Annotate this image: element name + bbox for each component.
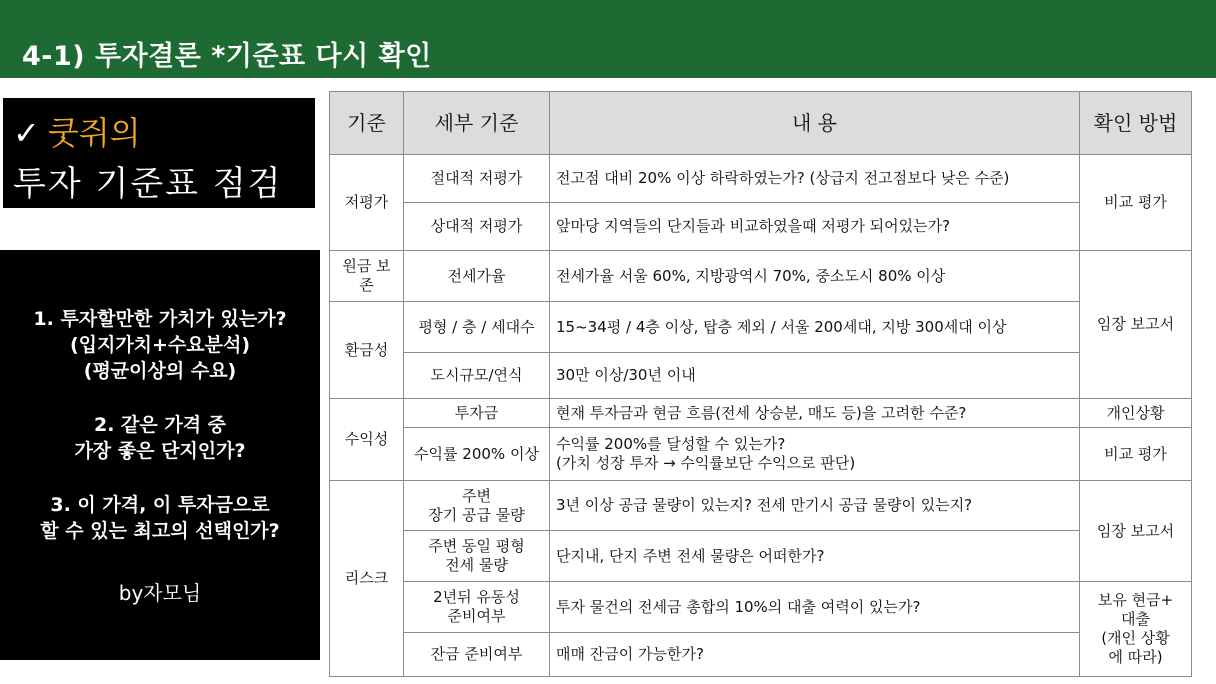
questions-box	[0, 250, 320, 660]
page-title: 4-1) 투자결론 *기준표 다시 확인	[22, 41, 432, 72]
content-cell: 투자 물건의 전세금 총합의 10%의 대출 여력이 있는가?	[550, 582, 1080, 633]
table-row	[330, 399, 1192, 428]
content-cell: 15~34평 / 4층 이상, 탑층 제외 / 서울 200세대, 지방 300세대 이상	[550, 302, 1080, 353]
detail-cell: 평형 / 층 / 세대수	[404, 302, 550, 353]
detail-line: 전세 물량	[445, 556, 508, 574]
detail-cell: 전세가율	[404, 251, 550, 302]
category-principal: 원금 보존	[330, 251, 404, 302]
table-row	[330, 155, 1192, 203]
title-box	[3, 98, 315, 208]
question-2-line1: 2. 같은 가격 중	[93, 414, 227, 436]
table-header-row	[330, 92, 1192, 155]
table-row	[330, 582, 1192, 633]
title-name: 쿳쥐의	[47, 114, 141, 152]
content-line: (가치 성장 투자 → 수익률보단 수익으로 판단)	[556, 454, 856, 472]
table-row	[330, 302, 1192, 353]
table-row	[330, 633, 1192, 677]
content-cell: 30만 이상/30년 이내	[550, 353, 1080, 399]
byline: by자모님	[118, 581, 202, 605]
method-compare: 비교 평가	[1080, 428, 1192, 481]
question-3-line1: 3. 이 가격, 이 투자금으로	[50, 494, 270, 516]
content-line: 수익률 200%를 달성할 수 있는가?	[556, 435, 786, 453]
criteria-table	[329, 91, 1192, 677]
checkmark-icon: ✓	[13, 114, 40, 152]
header-method: 확인 방법	[1080, 92, 1192, 155]
method-line: 보유 현금+	[1097, 591, 1174, 609]
detail-cell: 잔금 준비여부	[404, 633, 550, 677]
table-row	[330, 203, 1192, 251]
table-row	[330, 353, 1192, 399]
detail-cell	[404, 582, 550, 633]
method-field-report: 임장 보고서	[1080, 481, 1192, 582]
table-row	[330, 251, 1192, 302]
question-1-line3: (평균이상의 수요)	[83, 360, 237, 382]
category-risk: 리스크	[330, 481, 404, 677]
method-compare: 비교 평가	[1080, 155, 1192, 251]
detail-line: 2년뒤 유동성	[433, 588, 520, 606]
method-line: 에 따라)	[1108, 648, 1163, 666]
detail-cell	[404, 531, 550, 582]
detail-cell: 상대적 저평가	[404, 203, 550, 251]
content-cell: 전고점 대비 20% 이상 하락하였는가? (상급지 전고점보다 낮은 수준)	[550, 155, 1080, 203]
header-detail: 세부 기준	[404, 92, 550, 155]
question-1-line2: (입지가치+수요분석)	[69, 334, 251, 356]
header-bar	[0, 0, 1216, 78]
title-box-line2: 투자 기준표 점검	[13, 164, 283, 204]
content-cell: 단지내, 단지 주변 전세 물량은 어떠한가?	[550, 531, 1080, 582]
category-liquidity: 환금성	[330, 302, 404, 399]
method-personal: 개인상황	[1080, 399, 1192, 428]
header-content: 내 용	[550, 92, 1080, 155]
detail-line: 장기 공급 물량	[428, 505, 525, 524]
content-cell: 현재 투자금과 현금 흐름(전세 상승분, 매도 등)을 고려한 수준?	[550, 399, 1080, 428]
header-category: 기준	[330, 92, 404, 155]
method-line: (개인 상황	[1101, 629, 1170, 647]
table-row	[330, 531, 1192, 582]
table-row	[330, 481, 1192, 531]
detail-cell: 절대적 저평가	[404, 155, 550, 203]
method-field-report: 임장 보고서	[1080, 251, 1192, 399]
detail-line: 준비여부	[447, 607, 506, 625]
method-line: 대출	[1121, 610, 1150, 628]
detail-cell: 투자금	[404, 399, 550, 428]
content-cell: 앞마당 지역들의 단지들과 비교하였을때 저평가 되어있는가?	[550, 203, 1080, 251]
table-row	[330, 428, 1192, 481]
detail-cell: 도시규모/연식	[404, 353, 550, 399]
detail-cell	[404, 481, 550, 531]
detail-line: 주변	[462, 486, 491, 505]
method-cash-loan	[1080, 582, 1192, 677]
content-cell: 3년 이상 공급 물량이 있는지? 전세 만기시 공급 물량이 있는지?	[550, 481, 1080, 531]
content-cell: 전세가율 서울 60%, 지방광역시 70%, 중소도시 80% 이상	[550, 251, 1080, 302]
category-undervalued: 저평가	[330, 155, 404, 251]
detail-line: 주변 동일 평형	[428, 537, 525, 555]
detail-cell: 수익률 200% 이상	[404, 428, 550, 481]
category-profit: 수익성	[330, 399, 404, 481]
title-box-line1	[13, 108, 141, 154]
content-cell: 매매 잔금이 가능한가?	[550, 633, 1080, 677]
question-2-line2: 가장 좋은 단지인가?	[74, 440, 246, 462]
question-3-line2: 할 수 있는 최고의 선택인가?	[40, 520, 280, 542]
content-cell	[550, 428, 1080, 481]
question-1-line1: 1. 투자할만한 가치가 있는가?	[33, 308, 287, 330]
